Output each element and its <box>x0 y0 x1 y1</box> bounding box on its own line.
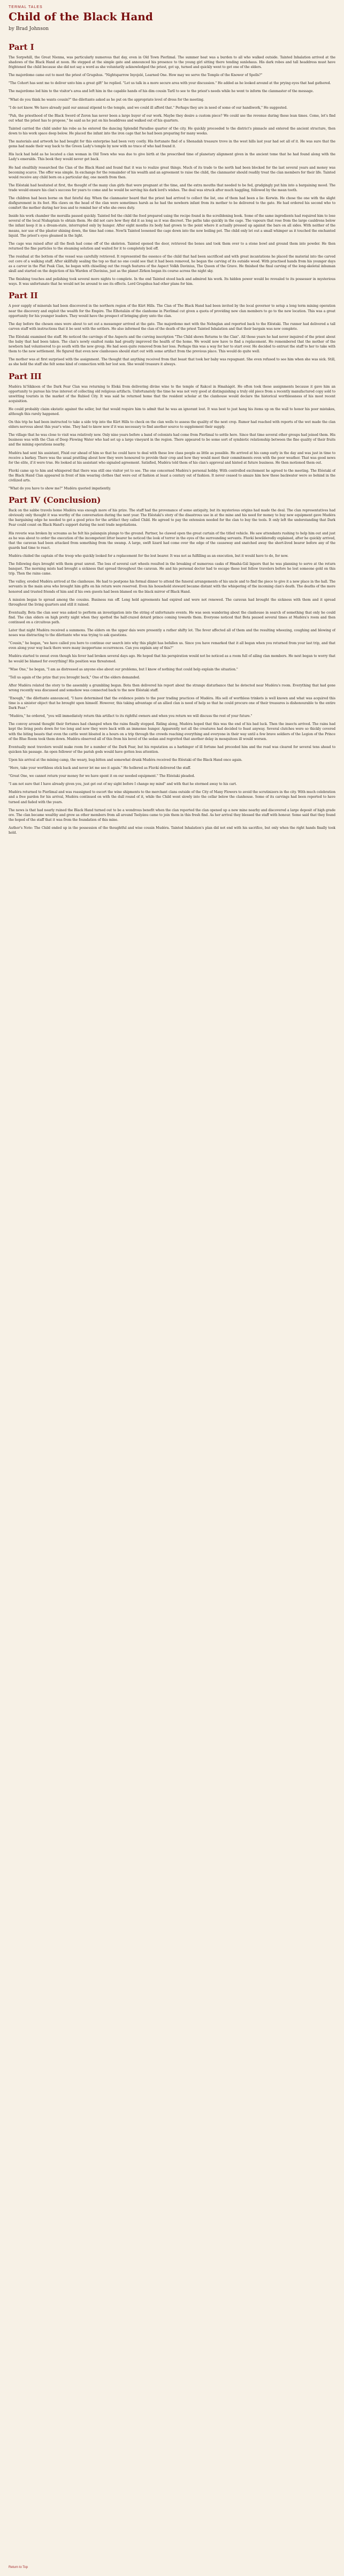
paragraph: His reverie was broken by screams as he felt his palanquin plunge to the ground. Partner, he clawed open the great curtain of the titled vehicle. He saw attendants rushing to help him out and just as he was about to order the execution of the incompetent litter bearer he noticed the look of terror in the eyes of the surrounding servants. Fluvkí bewilderedly explained, after he quickly arrived, that the caravan had been attacked from something from the swamp. A large, swift lizard had come over the edge of the causeway and snatched away the short-lived bearer before any of the guards had time to react. <box>9 531 335 550</box>
paragraph: Mudéra started to sweat even though his fever had broken several days ago. He hoped that his perspiration would not be noticed as a room full of ailing clan members. He next began to worry that he would be blamed for everything! His position was threatened. <box>9 654 335 663</box>
paragraph: "Wise One," he began, "I am as distressed as anyone else about our problems, but I know of nothing that could help explain the situation." <box>9 667 238 671</box>
paragraph: Upon his arrival at the mining camp, the weary, bug-bitten and somewhat drunk Mudéra received the Eléstaki of the Black Hand once again. <box>9 758 242 762</box>
story-title: Child of the Black Hand <box>9 10 153 23</box>
paragraph: "Here, take your worthless stick back and never let me see it again." He hollered as Fluvkí delivered the staff. <box>9 766 191 770</box>
paragraph: The children had been borne on that fateful day. When the clanmaster heard that the priest had arrived to collect the list, one of them had been a lie: Korwin. He chose the one with the slight disfigurement in its feet. His claws on the head of the clan were sometimes harsh as he had the newborn infant from its mother to be delivered to the gate. He had ordered his second who to comfort the mother during her loss and to remind her of who she owes duty. <box>9 196 335 210</box>
paragraph: "Pah, the priesthood of the Black Sword of Zeron has never been a large buyer of our work. Maybe they desire a custom piece? We could use the revenue during these lean times. Come, let's find out what the priest has to propose," he said as he put on his headdress and walked out of his quarters. <box>9 114 335 123</box>
story-part <box>9 495 335 835</box>
byline: by Brad Johnson <box>9 26 49 32</box>
paragraph: The convoy around thought their fortunes had changed when the rains finally stopped. Riding along, Mudéra hoped that this was the end of his bad luck. Then the insects arrived. The rains had kept the living pests down for too long and now they were back with an immense hunger. Apparently not all the creatures had decided to feast anyway. Several clutches were so thickly covered with the biting beasts that even the cattle went bloated in a hours on a trip through the crowds reaching everything and everyone in their way until a few brave soldiers of the Legion of the Prince of the Blue Room took them down. Mudéra observed all of this from his bevel of the sedan and regretted that another delay in mosquitoes ill would worsen. <box>9 722 335 741</box>
part-heading: Part IV (Conclusion) <box>9 495 101 505</box>
paragraph: "Cousin," he began, "we have called you here to continue our search into why this plight has befallen us. Since you have remarked that it all began when you returned from your last trip, and that even along your way back there were many inopportune occurrences. Can you explain any of this?" <box>9 641 335 651</box>
paragraph: Mudéra hi'Sikkoon of the Dark Fear Clan was returning to Eleká from delivering divine wine to the temple of Rakcel in Hmahágót. He often took these assignments because it gave him an opportunity to pursue his true interest of collecting old religious artifacts. Unfortunately the time he was not very good at distinguishing a truly old piece from a recently manufactured copy sold to unwitting tourists in the market of the Rubied City. It was said he returned home that the resident scholar at the clanhouse would declare the historical worthlessness of his most recent acquisition. <box>9 384 335 403</box>
paragraph: He had stealthily researched the Clan of the Black Hand and found that it was to realize great things. Much of its trade to the north had been blocked for the last several years and money was becoming scarce. The offer was simple. In exchange for the remainder of his wealth and an agreement to raise the child, the clanmaster should readily treat the clan members for their life. Tainted would receive any child born on a particular day, one month from then. <box>9 165 335 179</box>
story-part <box>9 372 335 492</box>
paragraph: The day before the chosen ones were about to set out a messenger arrived at the gate. The majordomo met with the Nehnglan and reported back to the Eléstaki. The runner had delivered a tall carven staff with instructions that it be sent with the settlers. He also informed the clan of the death of the priest Tainted Inhalation and that their bargain was now complete. <box>9 322 335 331</box>
paragraph: "I do not know. We have already paid our annual stipend to the temple, and we could ill afford that." Perhaps they are in need of some of our handiwork," He suggested. <box>9 105 288 110</box>
paragraph: He could probably claim ekstatic against the seller, but that would require him to admit that he was an ignorant lout. It was best to just hang his items up on the wall to honor his poor mistakes, although this rarely happened. <box>9 407 335 416</box>
paragraph: A mission began to spread among the cousins. Business ran off. Long held agreements had expired and were not renewed. The caravan had brought the sickness with them and it spread throughout the living quarters and still it rained. <box>9 598 335 607</box>
paragraph: The following days brought with them great unrest. The loss of several cart wheels resulted in the breaking of numerous casks of Hmahá-Gál liquors that he was planning to serve at the return banquet. The morning mists had brought a sickness that spread throughout the caravan. He and his personal doctor had to escape these lost fellow travelers before he lost someone gold on this trip. Then the rains came. <box>9 562 335 576</box>
paragraph: The majordomo came out to meet the priest of Grugshus. "Nightsparrow Inyojelé, Learned One. How may we serve the Temple of the Knower of Spells?" <box>9 73 263 78</box>
part-heading: Part I <box>9 42 34 52</box>
part-heading: Part II <box>9 291 38 301</box>
story-part <box>9 42 335 286</box>
paragraph: The news is that had nearly ruined the Black Hand turned out to be a wondrous benefit when the clan reported the clan opened up a new mine nearby and discovered a large deposit of high grade ore. The clan became wealthy and grew as other members from all around Tsolyánu came to join them in this fresh find. As her arrival they blessed the staff with honour. Some said that they found the hoped of the staff that it was from the foundation of this mine. <box>9 808 335 822</box>
paragraph: "Enough," the dilettante announced, "I have determined that the evidence points to the poor trading practices of Mudéra. His sell of worthless trinkets is well known and what was acquired this time is a sinister object that he brought upon himself. However, this taking advantage of an allied clan is need of help so that he could procure one of their treasures is dishonourable to the entire Dark Fear." <box>9 697 335 711</box>
part-heading: Part III <box>9 371 42 381</box>
paragraph: The materials and artwork he had bought for this enterprise had been very costly. His fortunate find of a Shenadah treasure trove in the west hills last year had set all of it. He was sure that the gems had made their way back to the Green Lady's temple by now with no trace of who had found it. <box>9 140 335 149</box>
paragraph: On this trip he had been instructed to take a side trip into the Kürt Hills to check on the clan wells to assess the quality of the next crop. Rumor had reached with reports of the wet made the clan elders nervous about this year's wine. They had to know now if it was necessary to find another source to supplement their supply. <box>9 420 335 429</box>
paragraph: The majordomo led him to the visitor's area and left him in the capable hands of his dim cousin Tarll to see to the priest's needs while he went to inform the clanmaster of the message. <box>9 89 314 94</box>
paragraph: "What do you think he wants cousin?" the dilettante asked as he put on the appropriate level of dress for the meeting. <box>9 97 204 102</box>
story-part <box>9 291 335 367</box>
paragraph: "Tell us again of the prize that you brought back," One of the elders demanded. <box>9 675 140 679</box>
paragraph: Back on the sabbe travels home Mudéra was enough more of his prize. The staff had the provenance of some antiquity, but its mysterious origins had made the deal. The clan representatives had obviously only thought it was worthy of the conversation during the next year. The Eléstaki's story of the disastrous use in at the mine and his need for money to buy new equipment gave Mudéra the bargaining edge he needed to get a good price for the artifact they called Child. He agreed to pay the extension needed for the clan to buy the tools. It only left the understanding that Dark Fear could count on Black Hand's support during the next trade negotiations. <box>9 509 335 527</box>
return-to-top-link[interactable]: Return to Top <box>9 2566 28 2569</box>
paragraph: A poor supply of minerals had been discovered in the northern region of the Kürt Hills. The Clan of The Black Hand had been invited by the local governor to setup a long term mining operation near the discovery and exploit the wealth for the Empire. The Elhotaláin of the clanhome in Pierlimal cut given a quota of providing new clan members to go to the new location. This was a great opportunity for his younger leaders. They would have the prospect of bringing glory unto the clan. <box>9 304 335 318</box>
paragraph: "What do you have to show me?" Mudéra queried impatiently. <box>9 487 111 491</box>
paragraph: The Sorpwhill, the Great Nienna, was particularly numerous that day, even in Old Town Pierlimal. The summer heat was a burden to all who walked outside. Tainted Inhalation arrived at the shadows of the Black Hand at noon. He stepped at the simple gate and announced his presence to the young girl sitting there tending sunlehaus. His dark robes and tall headdress must have frightened the child because she did not say a word as she voluntarily acknowledged the priest, got up, turned and quickly went to get one of the elders. <box>9 56 335 70</box>
paragraph: The valley, eroded Mudéra arrived at the clanhouse. He had to postpone his formal dinner to attend the funeral arrangements of his uncle and to find the piece to give it a new place in the hall. The servants in the main area who brought him gifts on his return were reserved. Even his household steward became distant with the whispering of the incoming clan's death. The deaths of the more honored and trusted friends of him and if his own guests had been blamed on the black mirror of Black Hand. <box>9 580 335 594</box>
paragraph: "Mudéra," he ordered, "you will immediately return this artifact to its rightful owners and when you return we will discuss the rest of your future." <box>9 714 253 719</box>
paragraph: The mother was at first surprised with the assignment. The thought that anything received from that beast that took her baby was repugnant. She even refused to see him when she was sick. Still, as she held the staff she felt some kind of connection with her lost son. She would treasure it always. <box>9 358 335 367</box>
paragraph: The Eléstaki had hesitated at first, the thought of the many clan girls that were pregnant at the time, and the extra mouths that needed to be fed, grudgingly put him into a bargaining mood. The trade would ensure his clan's success for years to come and he would be serving his dark lord's wishes. The deal was struck after much haggling, followed by the mean tooth. <box>9 183 335 192</box>
paragraph: Author's Note: The Child ended up in the possession of the thoughtful and wise cousin Mudéra. Tainted Inhalation's plan did not end with his sacrifice, but only when the right hands finally took hold. <box>9 826 335 835</box>
paragraph: "The Cohort has sent me to deliver unto him a great gift" he replied. "Let us talk in a more secure area with your discussion." He added as he looked around at the prying eyes that had gathered. <box>9 81 331 86</box>
paragraph: "I am not sure that I have already given you, just get out of my sight before I change my mind" and with that he stormed away to his cart. <box>9 782 237 787</box>
paragraph: His luck had held as he located a clan woman in Old Town who was due to give birth at the prescribed time of planetary alignment given in the ancient tome that he had found along with the Lady's emeralds. This book they would never get back. <box>9 153 335 162</box>
paragraph: The residual at the bottom of the vessel was carefully retrieved. It represented the essence of the child that had been sacrificed and with great incantations he placed the material into the carved out core of a walking staff. After skillfully sealing the top so that no one could see that it had been removed, he began the carving of its outside wood. With practised hands from his younger days as a carver in the Plat Peak Clan, he began with chiselling out the rough features of the Aspect Volkh Davinius, The Queen of the Grave. He finished the final carving of the long-skeletal inhuman skull and started on the depiction of his Warden of Davinius, just as the planet Zirkon began its course across the night sky. <box>9 254 335 274</box>
paragraph: Fluvkí came up to him and whispered that there was still one visitor yet to see. The one concerned Mudéra's personal hobby. With controlled excitement he agreed to the meeting. The Eléstaki of the Black Hand Clan appeared in front of him wearing clothes that were out of fashion at least a century out of fashion. It never ceased to amaze him how these backwater were so behind in the civilized arts. <box>9 469 335 482</box>
paragraph: Tainted carried the child under his robe as he entered the dancing Splendid Paradise quarter of the city. He quickly proceeded to the district's pinnacle and entered the ancient structure, then down to his work space deep below. He placed the infant into the iron cage that he had been preparing for many weeks. <box>9 126 335 136</box>
paragraph: After Mudéra related the story to the assembly a grumbling began. Bota then delivered his report about the strange disturbance that he detected near Mudéra's room. Everything that had gone wrong recently was discussed and somehow was connected back to the new Eléstaki staff. <box>9 683 335 692</box>
paragraph: The Eléstaki examined the staff. He noticed the carvings of the Aspects and the curving inscription "The Child shows Returns to the Clan". All those years he had never inquired of the priest about the baby that had been taken. The clan's newly exalted ranks had greatly improved the health of the home. We would now have to find a replacement. He remembered that the mother of the newborn had volunteered to go south with the new group. He had seen quite removed from her loss. Perhaps this was a way for her to start over. He decided to entrust the staff to her to take with them to the new settlement. He figured that even new clanhouses should start out with some artifact from the previous place. This would do quite well. <box>9 335 335 354</box>
paragraph: The village that he was close to visit was relatively new. Only nine years before a band of colonists had come from Pierlimal to settle here. Since that time several other groups had joined them. His business was with the Clan of Deep Flowing Water who had set up a large vineyard in the region. There appeared to be some sort of symbiotic relationship between the fine quality of their fruits and the mining operations nearby. <box>9 433 335 447</box>
paragraph: Mudéra had sent his assistant, Fluid our ahead of him so that he could have to deal with these low class people as little as possible. He arrived at his camp early in the day and was just in time to receive a barkey. There was the usual prattling about how they were honoured to provide their crop and how they would meet their commitments even with the poor weather. That was good news for the elite, if it were true. He looked at his assistant who signaled agreement. Satisfied, Mudéra told them of his clan's approval and hinted at future business. He then motioned them out. <box>9 451 335 465</box>
story-body <box>9 38 335 2576</box>
paragraph: The cage was raised after all the flesh had come off of the skeleton. Tainted opened the door, retrieved the bones and took them over to a stone bowl and ground them into powder. He then returned the fine particles to the steaming solution and waited for it to completely boil off. <box>9 241 335 251</box>
paragraph: Eventually most travelers would make room for a number of the Dark Fear, but his reputation as a harbinger of ill fortune had preceded him and the road was cleared for several tens ahead to quicken his passage. An open follower of the parish gods would have gotten less attention. <box>9 745 335 754</box>
paragraph: "Great One, we cannot return your money for we have spent it on our needed equipment." The Eléstaki pleaded. <box>9 774 195 779</box>
paragraph: Later that night Mudéra received a summons. The elders on the upper dais were presently a rather shifty lot. The fever affected all of them and the resulting wheezing, coughing and blowing of noses was distracting to the dilettante who was trying to ask questions. <box>9 629 335 638</box>
paragraph: Eventually, Bota the clan seer was asked to perform an investigation into the string of unfortunate events. He was seen wandering about the clanhouse in search of something that only he could find. The clan elders on high pretty night when they spotted the half-crazed dotard prince coming towards them. Everyone noticed that Bota paused several times at Mudéra's room and then continued on a circuitous path. <box>9 610 335 624</box>
paragraph: Mudéra chided the captain of the troop who quickly looked for a replacement for the lost bearer. It was not as fulfilling as an execution, but it would have to do, for now. <box>9 554 289 558</box>
paragraph: The finishing touches and polishing took several more nights to complete. In the end Tainted stood back and admired his work. Its hidden power would be revealed to its possessor in mysterious ways. It was unfortunate that he would not be around to see its effects. Lord Grugshus had other plans for him. <box>9 277 335 286</box>
series-label: TERMAL TALES <box>9 5 43 9</box>
paragraph: Inside his work chamber the morsilla passed quickly. Tainted fed the child the food prepared using the recipe found in the scrolldening book. Some of the same ingredients had required him to lose several of the local Nishaptain to obtain them. He did not care how they did it as long as it was discreet. The paths take quickly in the cage. The vapours that rose from the large cauldrons below the infant keep it in a dream-state, interrupted only by hunger. After eight months its body had grown to the point where it actually pressed up against the bars on all sides. With neither of the means, nor use of the plaster shining down, the time had come. Now!k Tainted loosened the cage down into the now boiling pot. The child only let out a small whimper as it touched the enchanted liquid. The priest's eyes gleamed in the light. <box>9 214 335 238</box>
paragraph: Mudéra returned to Pierlimal and was reassigned to escort the wine shipments to the merchant clans outside of the City of Many Flowers to avoid the scrutinizers in the city. With much celebration and a free pardon for his arrival, Mudéra continued on with the dull round of it, while the Child went slowly into the cellar below the clanhouse. Some of its carvings had been reported to have turned and faded with the years. <box>9 790 335 804</box>
